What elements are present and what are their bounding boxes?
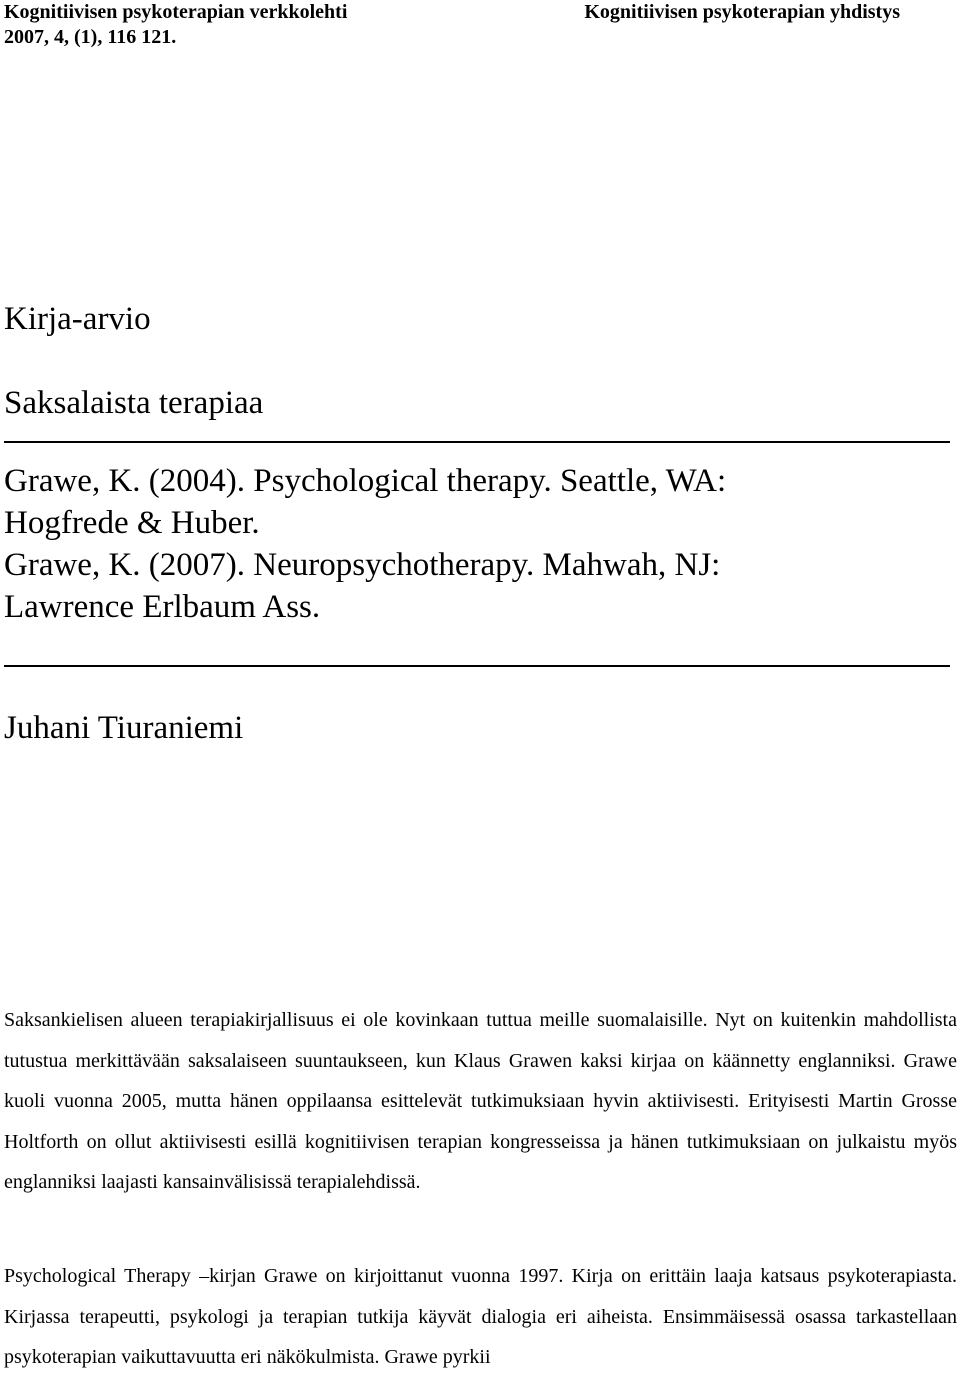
body-paragraph: Psychological Therapy –kirjan Grawe on kirjoittanut vuonna 1997. Kirja on erittäin laaja katsaus psykoterapiasta. Kirjassa terapeutti, psykologi ja terapian tutkija käyvät dialogia eri aiheista. Ensimmäisessä osassa tarkastellaan psykoterapian vaikuttavuutta eri näkökulmista. Grawe pyrkii <box>4 1265 957 1368</box>
publisher-name: Kognitiivisen psykoterapian yhdistys <box>584 1 900 23</box>
citation-line: Grawe, K. (2004). Psychological therapy. Seattle, WA: <box>4 463 727 499</box>
bottom-divider <box>4 665 950 667</box>
journal-header <box>4 0 347 50</box>
citation-line: Grawe, K. (2007). Neuropsychotherapy. Mahwah, NJ: <box>4 547 721 583</box>
journal-name: Kognitiivisen psykoterapian verkkolehti <box>4 1 348 23</box>
body-paragraph: Saksankielisen alueen terapiakirjallisuus ei ole kovinkaan tuttua meille suomalaisille. Nyt on kuitenkin mahdollista tutustua merkittävään saksalaiseen suuntaukseen, kun Klaus Grawen kaksi kirjaa on käännetty englanniksi. Grawe kuoli vuonna 2005, mutta hänen oppilaansa esittelevät tutkimuksiaan hyvin aktiivisesti. Erityisesti Martin Grosse Holtforth on ollut aktiivisesti esillä kognitiivisen terapian kongresseissa ja hänen tutkimuksiaan on julkaistu myös englanniksi laajasti kansainvälisissä terapialehdissä. <box>4 1009 957 1193</box>
article-category: Kirja-arvio <box>4 301 151 337</box>
book-citations <box>4 460 944 628</box>
journal-issue: 2007, 4, (1), 116 121. <box>4 26 177 48</box>
top-divider <box>4 441 950 443</box>
article-title: Saksalaista terapiaa <box>4 385 264 421</box>
citation-line: Lawrence Erlbaum Ass. <box>4 589 321 625</box>
review-author: Juhani Tiuraniemi <box>4 710 244 746</box>
citation-line: Hogfrede & Huber. <box>4 505 260 541</box>
